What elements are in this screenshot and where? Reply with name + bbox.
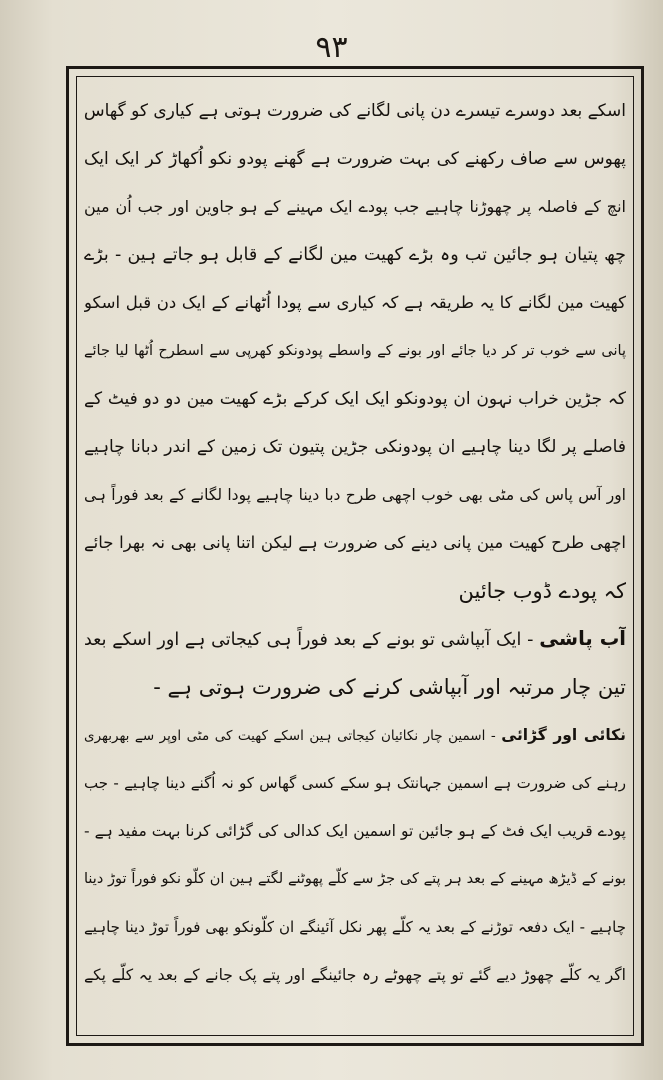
text-line: [84, 572, 626, 610]
line-text: - ایک آبپاشی تو بونے کے بعد فوراً ہی کیجاتی ہے اور اسکے بعد: [84, 630, 534, 650]
line-text: اور آس پاس کی مٹی بھی خوب اچھی طرح دبا دینا چاہیے پودا لگانے کے بعد فوراً ہی: [84, 486, 626, 504]
line-text: فاصلے پر لگا دینا چاہیے ان پودونکی جڑین پتیون تک زمین کے اندر دبانا چاہیے: [84, 437, 626, 457]
text-line: [84, 140, 626, 178]
line-text: اگر یہ کلّے چھوڑ دیے گئے تو پتے چھوٹے رہ جائینگے اور پتے پک جانے کے بعد یہ کلّے پکے: [84, 966, 626, 984]
line-text: کہ پودے ڈوب جائین: [458, 579, 626, 603]
text-line: [84, 332, 626, 370]
line-text: رہنے کی ضرورت ہے اسمین جہانتک ہو سکے کسی گھاس کو نہ اُگنے دینا چاہیے - جب: [84, 774, 626, 792]
text-line: [84, 92, 626, 130]
text-line: [84, 476, 626, 514]
line-text: کہ جڑین خراب نہون ان پودونکو ایک ایک کرکے بڑے کھیت مین دو دو فیٹ کے: [84, 389, 626, 409]
text-line: [84, 428, 626, 466]
text-line: [84, 620, 626, 658]
line-text: اسکے بعد دوسرے تیسرے دن پانی لگانے کی ضرورت ہوتی ہے کیاری کو گھاس: [84, 101, 626, 121]
line-text: پانی سے خوب تر کر دیا جائے اور بونے کے واسطے پودونکو کھرپی سے اسطرح اُٹھا لیا جائے: [84, 343, 626, 359]
text-line: [84, 380, 626, 418]
text-line: [84, 284, 626, 322]
text-line: [84, 764, 626, 802]
text-line: [84, 236, 626, 274]
line-text: اچھی طرح کھیت مین پانی دینے کی ضرورت ہے لیکن اتنا پانی بھی نہ بھرا جائے: [84, 533, 626, 552]
text-line: [84, 716, 626, 754]
text-line: [84, 956, 626, 994]
line-text: چاہیے - ایک دفعہ توڑنے کے بعد یہ کلّے پھر نکل آئینگے ان کلّونکو بھی فوراً توڑ دینا چاہیے: [84, 918, 626, 936]
page-number: ۹۳: [315, 30, 348, 65]
text-line: [84, 668, 626, 706]
body-text: [84, 92, 626, 1032]
text-line: [84, 524, 626, 562]
line-text: پھوس سے صاف رکھنے کی بہت ضرورت ہے گھنے پودو نکو اُکھاڑ کر ایک ایک: [84, 149, 626, 169]
line-text: پودے قریب ایک فٹ کے ہو جائین تو اسمین ایک کدالی کی گڑائی کرنا بہت مفید ہے -: [84, 822, 626, 840]
line-text: کھیت مین لگانے کا یہ طریقہ ہے کہ کیاری سے پودا اُٹھانے کے ایک دن قبل اسکو: [84, 293, 626, 312]
text-line: [84, 188, 626, 226]
text-line: [84, 812, 626, 850]
section-heading-weeding: نکائی اور گڑائی: [501, 726, 626, 744]
line-text: - اسمین چار نکائیان کیجاتی ہین اسکے کھیت کی مٹی اوپر سے بھربھری: [84, 728, 496, 744]
text-line: [84, 908, 626, 946]
line-text: چھ پتیان ہو جائین تب وہ بڑے کھیت مین لگانے کے قابل ہو جاتے ہین - بڑے: [84, 245, 626, 265]
section-heading-irrigation: آب پاشی: [539, 627, 626, 650]
line-text: تین چار مرتبہ اور آبپاشی کرنے کی ضرورت ہوتی ہے -: [153, 675, 626, 699]
line-text: بونے کے ڈیڑھ مہینے کے بعد ہر پتے کی جڑ سے کلّے پھوٹنے لگتے ہین ان کلّو نکو فوراً توڑ دینا: [84, 871, 626, 887]
text-line: [84, 860, 626, 898]
line-text: انچ کے فاصلہ پر چھوڑنا چاہیے جب پودے ایک مہینے کے ہو جاوین اور جب اُن مین: [84, 197, 626, 216]
